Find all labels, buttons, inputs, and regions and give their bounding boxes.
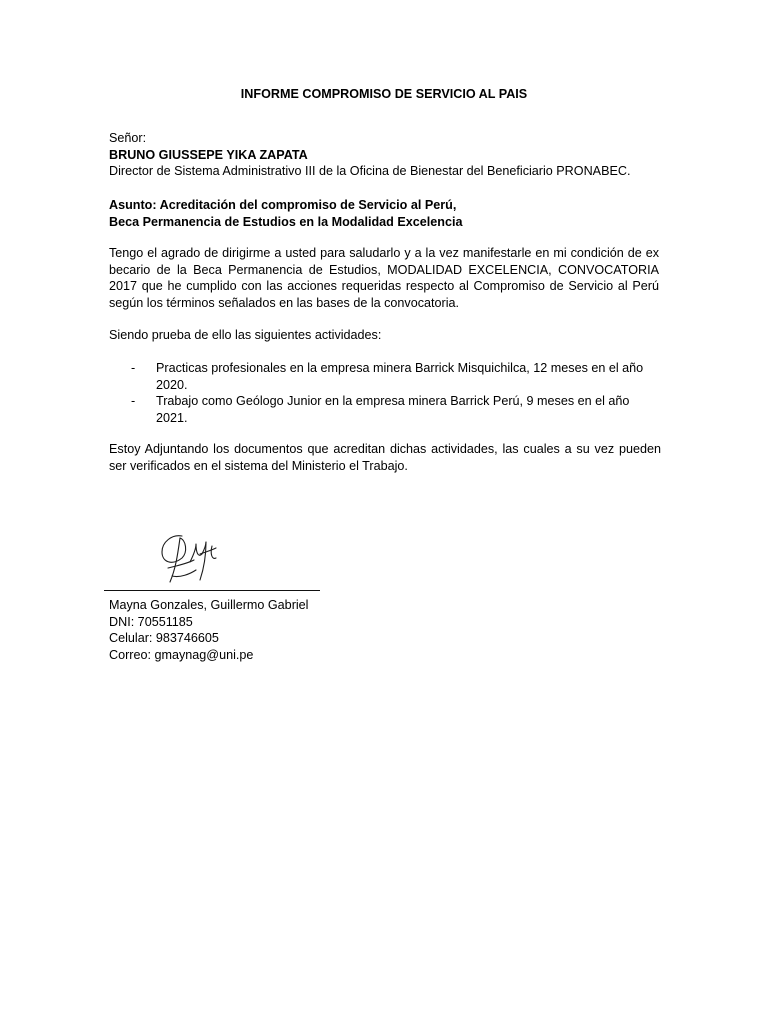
- recipient-role: Director de Sistema Administrativo III de la Oficina de Bienestar del Beneficiario PRONABEC.: [109, 164, 631, 178]
- list-item: [109, 360, 661, 393]
- sender-dni: DNI: 70551185: [109, 614, 193, 629]
- list-dash: -: [131, 361, 136, 375]
- subject-block: [109, 197, 659, 230]
- sender-email: Correo: gmaynag@uni.pe: [109, 647, 254, 662]
- activity-text: Practicas profesionales en la empresa minera Barrick Misquichilca, 12 meses en el año 2020.: [156, 361, 644, 392]
- body-paragraph-2: Siendo prueba de ello las siguientes actividades:: [109, 328, 382, 342]
- subject-line-1: Asunto: Acreditación del compromiso de Servicio al Perú,: [109, 198, 457, 212]
- sender-block: [109, 597, 659, 663]
- list-dash: -: [131, 394, 136, 408]
- activities-list: [109, 360, 669, 426]
- handwritten-signature-icon: [150, 524, 230, 590]
- addressee-block: [109, 130, 659, 180]
- activity-text: Trabajo como Geólogo Junior en la empresa minera Barrick Perú, 9 meses en el año 2021.: [156, 394, 630, 425]
- body-paragraph-3: Estoy Adjuntando los documentos que acreditan dichas actividades, las cuales a su vez pueden ser verificados en el sistema del Ministerio el Trabajo.: [109, 442, 661, 473]
- signature-line: [104, 590, 320, 591]
- sender-name: Mayna Gonzales, Guillermo Gabriel: [109, 598, 309, 612]
- recipient-name: BRUNO GIUSSEPE YIKA ZAPATA: [109, 147, 308, 162]
- document-title: INFORME COMPROMISO DE SERVICIO AL PAIS: [240, 87, 528, 101]
- list-item: [109, 393, 661, 426]
- sender-phone: Celular: 983746605: [109, 631, 219, 645]
- subject-line-2: Beca Permanencia de Estudios en la Modalidad Excelencia: [109, 214, 463, 229]
- body-paragraph-1: Tengo el agrado de dirigirme a usted para saludarlo y a la vez manifestarle en mi condición de ex becario de la Beca Permanencia de Estudios, MODALIDAD EXCELENCIA, CONVOCATORIA 2017 que he cumplido con las acciones requeridas respecto al Compromiso de Servicio al Perú según los términos señalados en las bases de la convocatoria.: [109, 246, 659, 310]
- salutation: Señor:: [109, 131, 147, 145]
